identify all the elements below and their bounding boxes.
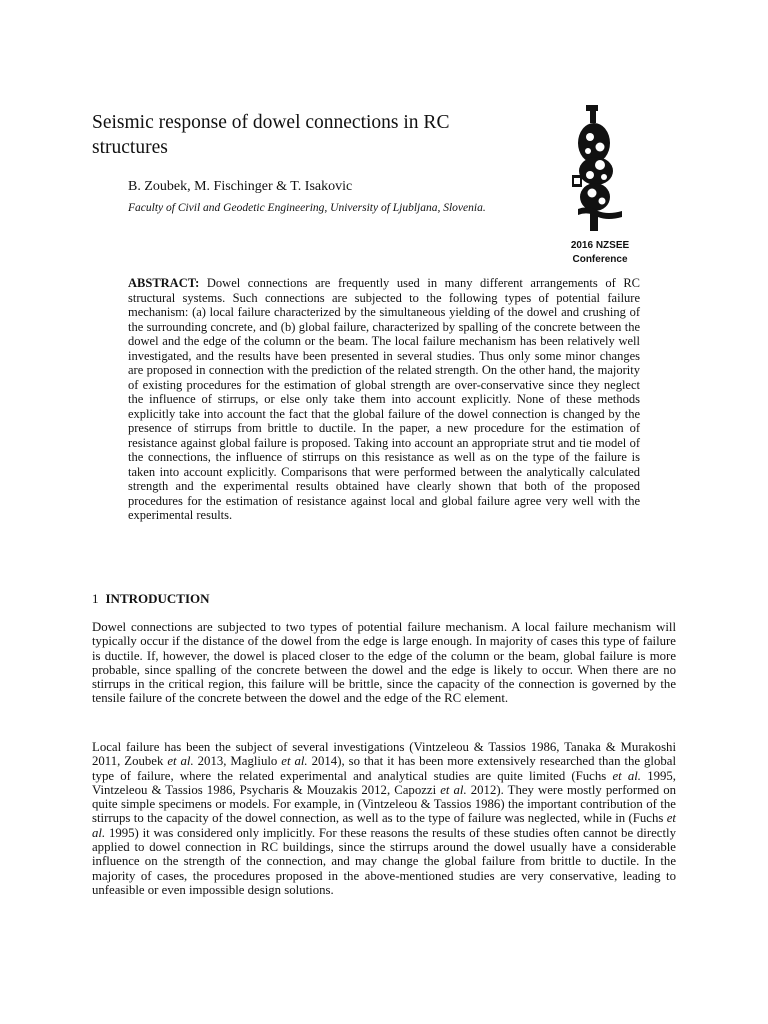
section-number: 1 — [92, 591, 99, 606]
para2-etal: et al. — [92, 811, 676, 840]
conference-label-line2: Conference — [572, 254, 628, 265]
para2-etal: et al. — [440, 782, 467, 797]
author-affiliation: Faculty of Civil and Geodetic Engineering, University of Ljubljana, Slovenia. — [128, 202, 486, 214]
para2-text: 2013, Magliulo — [193, 754, 282, 769]
para2-etal: et al. — [612, 768, 642, 783]
conference-label-line1: 2016 NZSEE — [570, 240, 630, 251]
intro-paragraph-2 — [92, 740, 676, 897]
para2-etal: et al. — [281, 754, 308, 769]
abstract-text: Dowel connections are frequently used in many different arrangements of RC structural systems. Such connections are subjected to the following types of potential failure mechanism: (a) local failure characterized by the simultaneous yielding of the dowel and crushing of the surrounding concrete, and (b) global failure, characterized by spalling of the concrete between the dowel and the edge of the column or the beam. The local failure mechanism has been relatively well investigated, and the results have been presented in several studies. Thus only some minor changes are proposed in connection with the prediction of the related strength. On the other hand, the majority of existing procedures for the estimation of global strength are over-conservative since they neglect the influence of stirrups, or else only take them into account explicitly. None of these methods explicitly take into account the fact that the global failure of the dowel connection is changed by the presence of stirrups from brittle to ductile. In the paper, a new procedure for the estimation of resistance against global failure is proposed. Taking into account an appropriate strut and tie model of the connections, the influence of stirrups on this resistance as well as on the type of the failure is taken into account explicitly. Comparisons that were performed between the analytically calculated strength and the experimental results obtained have clearly shown that both of the proposed procedures for the estimation of resistance against local and global failure agree very well with the experimental results. — [128, 276, 640, 522]
para2-text: 1995) it was considered only implicitly. For these reasons the results of these studies often cannot be directly applied to dowel connection in RC buildings, since the stirrups around the dowel usually have a considerable influence on the strength of the connection, and may change the global failure from brittle to ductile. In the majority of cases, the procedures proposed in the above-mentioned studies are very conservative, leading to unfeasible or even impossible design solutions. — [92, 825, 676, 897]
section-heading-introduction — [92, 591, 210, 607]
abstract-label: ABSTRACT: — [128, 276, 200, 290]
para2-text: 2014), so that it has been more extensively researched than the global type of failure, where the related experimental and analytical studies are quite limited (Fuchs — [92, 754, 677, 783]
section-title: INTRODUCTION — [105, 591, 210, 606]
paper-authors: B. Zoubek, M. Fischinger & T. Isakovic — [128, 179, 353, 194]
para2-text: Local failure has been the subject of several investigations (Vintzeleou & Tassios 1986, Tanaka & Murakoshi 2011, Zoubek — [92, 740, 676, 769]
para2-text: 1995, Vintzeleou & Tassios 1986, Psycharis & Mouzakis 2012, Capozzi — [92, 768, 676, 797]
para2-etal: et al. — [167, 754, 194, 769]
abstract — [128, 276, 640, 523]
para2-text: 2012). They were mostly performed on quite simple specimens or models. For example, in (Vintzeleou & Tassios 1986) the important contribution of the stirrups to the capacity of the dowel connection, as well as to the type of failure was neglected, while in (Fuchs — [92, 782, 677, 826]
intro-paragraph-1: Dowel connections are subjected to two types of potential failure mechanism. A local failure mechanism will typically occur if the distance of the dowel from the edge is large enough. In majority of cases this type of failure is ductile. If, however, the dowel is placed closer to the edge of the column or the beam, global failure is more probable, since spalling of the concrete between the dowel and the edge is likely to occur. When there are no stirrups in the critical region, this failure will be brittle, since the capacity of the connection is governed by the tensile failure of the concrete between the dowel and the edge of the RC element. — [92, 620, 676, 706]
paper-title: Seismic response of dowel connections in RC structures — [92, 112, 450, 158]
nzsee-conference-emblem-icon — [560, 105, 636, 233]
conference-label — [548, 239, 652, 267]
